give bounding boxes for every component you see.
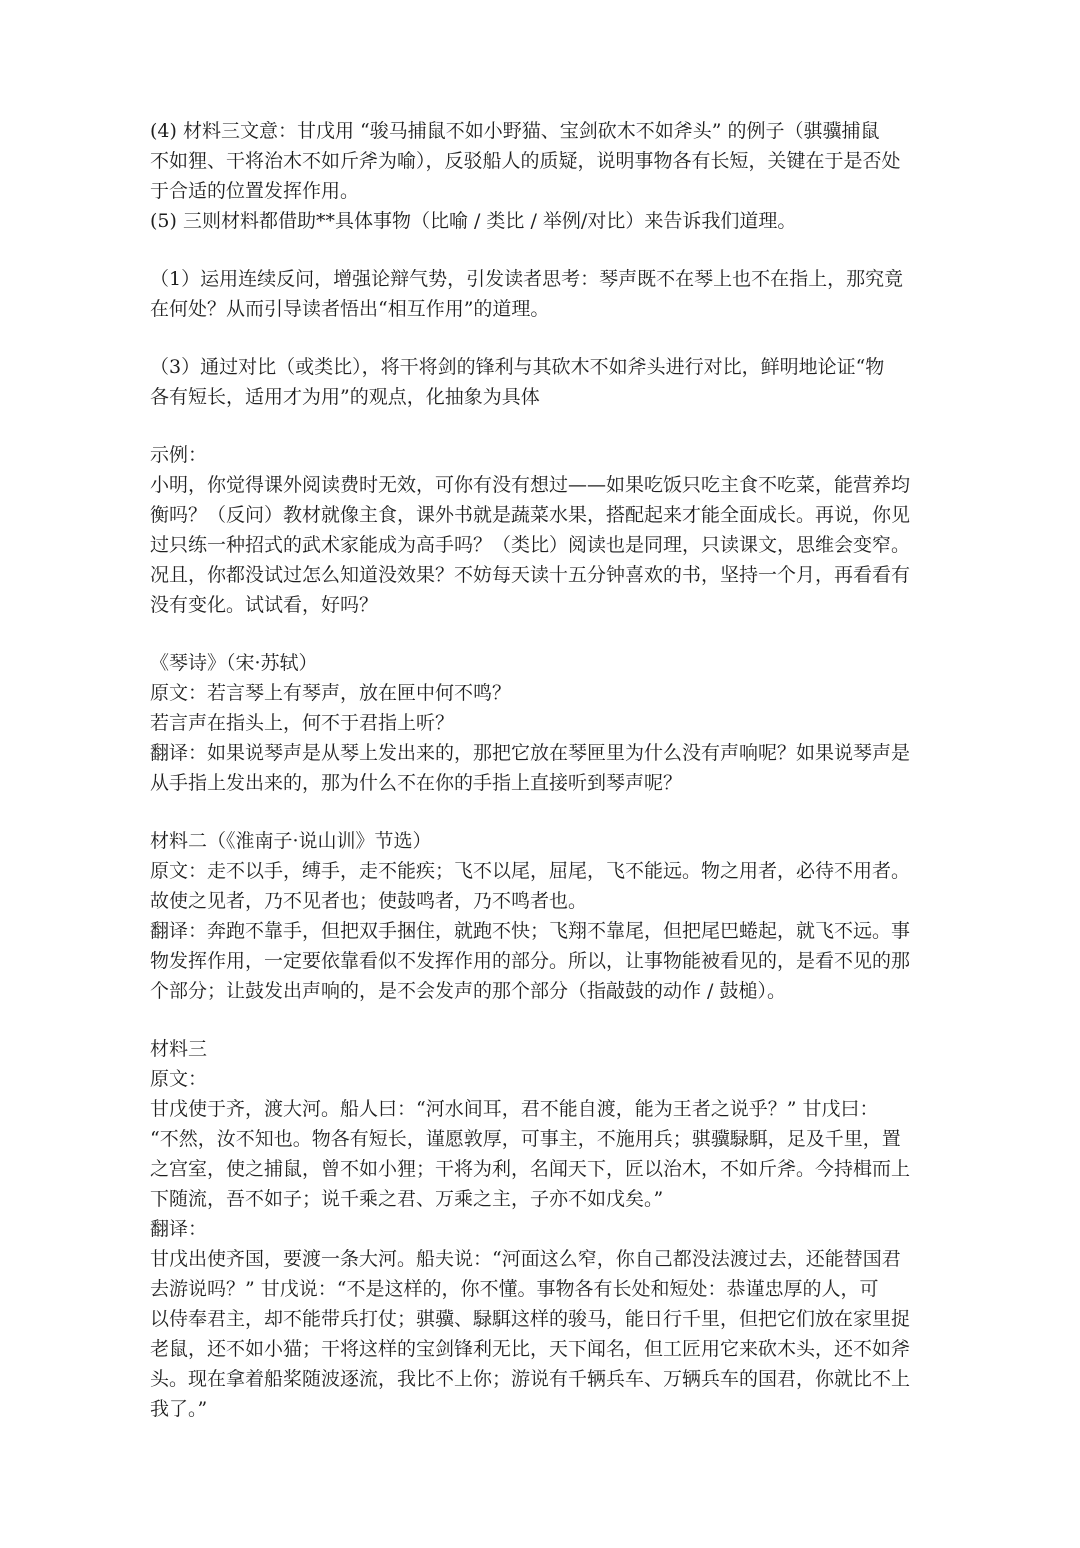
paragraph-material-2 — [150, 826, 940, 1006]
paragraph-gap — [150, 236, 940, 264]
text-line: 若言声在指头上，何不于君指上听？ — [150, 712, 455, 734]
paragraph-qinshi — [150, 648, 940, 798]
text-line: 以侍奉君主，却不能带兵打仗；骐骥、騄駬这样的骏马，能日行千里，但把它们放在家里捉 — [150, 1308, 911, 1330]
text-line: 原文：若言琴上有琴声，放在匣中何不鸣？ — [150, 682, 512, 704]
text-line: 在何处？从而引导读者悟出“相互作用”的道理。 — [150, 298, 550, 320]
text-line: 材料三 — [150, 1038, 208, 1060]
text-line: 示例： — [150, 444, 208, 466]
text-line: 没有变化。试试看，好吗？ — [150, 594, 379, 616]
text-line: 衡吗？（反问）教材就像主食，课外书就是蔬菜水果，搭配起来才能全面成长。再说，你见 — [150, 504, 911, 526]
paragraph-gap — [150, 412, 940, 440]
text-line: 老鼠，还不如小猫；干将这样的宝剑锋利无比，天下闻名，但工匠用它来砍木头，还不如斧 — [150, 1338, 911, 1360]
text-line: 况且，你都没试过怎么知道没效果？不妨每天读十五分钟喜欢的书，坚持一个月，再看看有 — [150, 564, 911, 586]
paragraph-item-4 — [150, 116, 940, 206]
text-line: 去游说吗？” 甘戊说：“不是这样的，你不懂。事物各有长处和短处：恭谨忠厚的人，可 — [150, 1278, 879, 1300]
text-line: 甘戊出使齐国，要渡一条大河。船夫说：“河面这么窄，你自己都没法渡过去，还能替国君 — [150, 1248, 901, 1270]
text-line: 甘戊使于齐，渡大河。船人曰：“河水间耳，君不能自渡，能为王者之说乎？” 甘戊曰： — [150, 1098, 879, 1120]
text-line: 不如狸、干将治木不如斤斧为喻），反驳船人的质疑，说明事物各有长短，关键在于是否处 — [150, 150, 901, 172]
text-line: “不然，汝不知也。物各有短长，谨愿敦厚，可事主，不施用兵；骐骥騄駬，足及千里，置 — [150, 1128, 901, 1150]
paragraph-material-3 — [150, 1034, 940, 1424]
text-line: 过只练一种招式的武术家能成为高手吗？（类比）阅读也是同理，只读课文，思维会变窄。 — [150, 534, 911, 556]
document-page — [150, 116, 940, 1424]
paragraph-gap — [150, 324, 940, 352]
text-line: 小明，你觉得课外阅读费时无效，可你有没有想过——如果吃饭只吃主食不吃菜，能营养均 — [150, 474, 911, 496]
text-line: 故使之见者，乃不见者也；使鼓鸣者，乃不鸣者也。 — [150, 890, 588, 912]
paragraph-gap — [150, 1006, 940, 1034]
paragraph-answer-3 — [150, 352, 940, 412]
text-line: （1）运用连续反问，增强论辩气势，引发读者思考：琴声既不在琴上也不在指上，那究竟 — [150, 268, 904, 290]
text-line: 翻译： — [150, 1218, 208, 1240]
paragraph-gap — [150, 798, 940, 826]
text-line: 翻译：如果说琴声是从琴上发出来的，那把它放在琴匣里为什么没有声响呢？如果说琴声是 — [150, 742, 911, 764]
paragraph-answer-1 — [150, 264, 940, 324]
text-line: 个部分；让鼓发出声响的，是不会发声的那个部分（指敲鼓的动作 / 鼓槌）。 — [150, 980, 786, 1002]
text-line: 翻译：奔跑不靠手，但把双手捆住，就跑不快；飞翔不靠尾，但把尾巴蜷起，就飞不远。事 — [150, 920, 911, 942]
text-line: （3）通过对比（或类比），将干将剑的锋利与其砍木不如斧头进行对比，鲜明地论证“物 — [150, 356, 885, 378]
paragraph-item-5 — [150, 206, 940, 236]
paragraph-gap — [150, 620, 940, 648]
paragraph-example — [150, 440, 940, 620]
text-line: 原文： — [150, 1068, 208, 1090]
text-line: 我了。” — [150, 1398, 208, 1420]
text-line: 之宫室，使之捕鼠，曾不如小狸；干将为利，名闻天下，匠以治木，不如斤斧。今持楫而上 — [150, 1158, 911, 1180]
text-line: (4) 材料三文意：甘戊用 “骏马捕鼠不如小野猫、宝剑砍木不如斧头” 的例子（骐骥捕鼠 — [150, 120, 880, 142]
text-line: 原文：走不以手，缚手，走不能疾；飞不以尾，屈尾，飞不能远。物之用者，必待不用者。 — [150, 860, 911, 882]
text-line: 各有短长，适用才为用”的观点，化抽象为具体 — [150, 386, 540, 408]
text-line: 物发挥作用，一定要依靠看似不发挥作用的部分。所以，让事物能被看见的，是看不见的那 — [150, 950, 911, 972]
text-line: 从手指上发出来的，那为什么不在你的手指上直接听到琴声呢？ — [150, 772, 683, 794]
text-line: (5) 三则材料都借助**具体事物（比喻 / 类比 / 举例/对比）来告诉我们道理。 — [150, 210, 797, 232]
text-line: 下随流，吾不如子；说千乘之君、万乘之主，子亦不如戊矣。” — [150, 1188, 664, 1210]
text-line: 《琴诗》（宋·苏轼） — [150, 652, 318, 674]
text-line: 于合适的位置发挥作用。 — [150, 180, 360, 202]
text-line: 头。现在拿着船桨随波逐流，我比不上你；游说有千辆兵车、万辆兵车的国君，你就比不上 — [150, 1368, 911, 1390]
text-line: 材料二（《淮南子·说山训》节选） — [150, 830, 432, 852]
